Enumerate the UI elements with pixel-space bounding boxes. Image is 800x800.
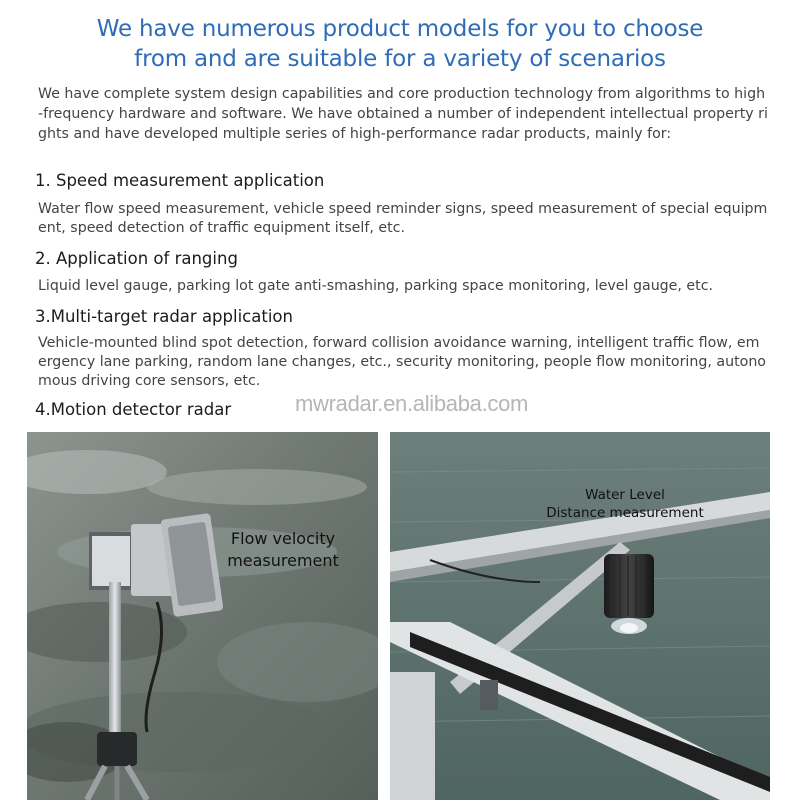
section-heading-speed: 1. Speed measurement application: [35, 171, 325, 190]
water-level-label: [530, 486, 720, 522]
intro-paragraph: We have complete system design capabilities and core production technology from algorithms to high-frequency hardware and software. We have obtained a number of independent intellectual property rights and have developed multiple series of high-performance radar products, mainly for:: [38, 86, 768, 142]
flow-velocity-label-line-2: measurement: [227, 551, 339, 570]
section-heading-motion: 4.Motion detector radar: [35, 400, 232, 419]
flow-velocity-label: [213, 528, 353, 572]
flow-velocity-photo: [27, 432, 378, 800]
section-heading-ranging: 2. Application of ranging: [35, 249, 238, 268]
river-tripod-illustration: [27, 432, 378, 800]
headline: [0, 14, 800, 74]
headline-line-2: from and are suitable for a variety of scenarios: [134, 46, 666, 72]
water-level-label-line-1: Water Level: [585, 487, 665, 503]
section-text-ranging: Liquid level gauge, parking lot gate anti-smashing, parking space monitoring, level gauge, etc.: [38, 278, 714, 294]
section-text-speed: Water flow speed measurement, vehicle speed reminder signs, speed measurement of special equipment, speed detection of traffic equipment itself, etc.: [38, 201, 768, 236]
water-level-photo: [390, 432, 770, 800]
headline-line-1: We have numerous product models for you to choose: [96, 16, 704, 42]
section-text-multi-target: Vehicle-mounted blind spot detection, forward collision avoidance warning, intelligent traffic flow, emergency lane parking, random lane changes, etc., security monitoring, people flow monitoring, autonomous driving core sensors, etc.: [38, 335, 766, 389]
section-heading-multi-target: 3.Multi-target radar application: [35, 307, 293, 326]
water-level-label-line-2: Distance measurement: [546, 505, 704, 521]
flow-velocity-label-line-1: Flow velocity: [230, 529, 336, 548]
watermark: mwradar.en.alibaba.com: [295, 391, 529, 416]
